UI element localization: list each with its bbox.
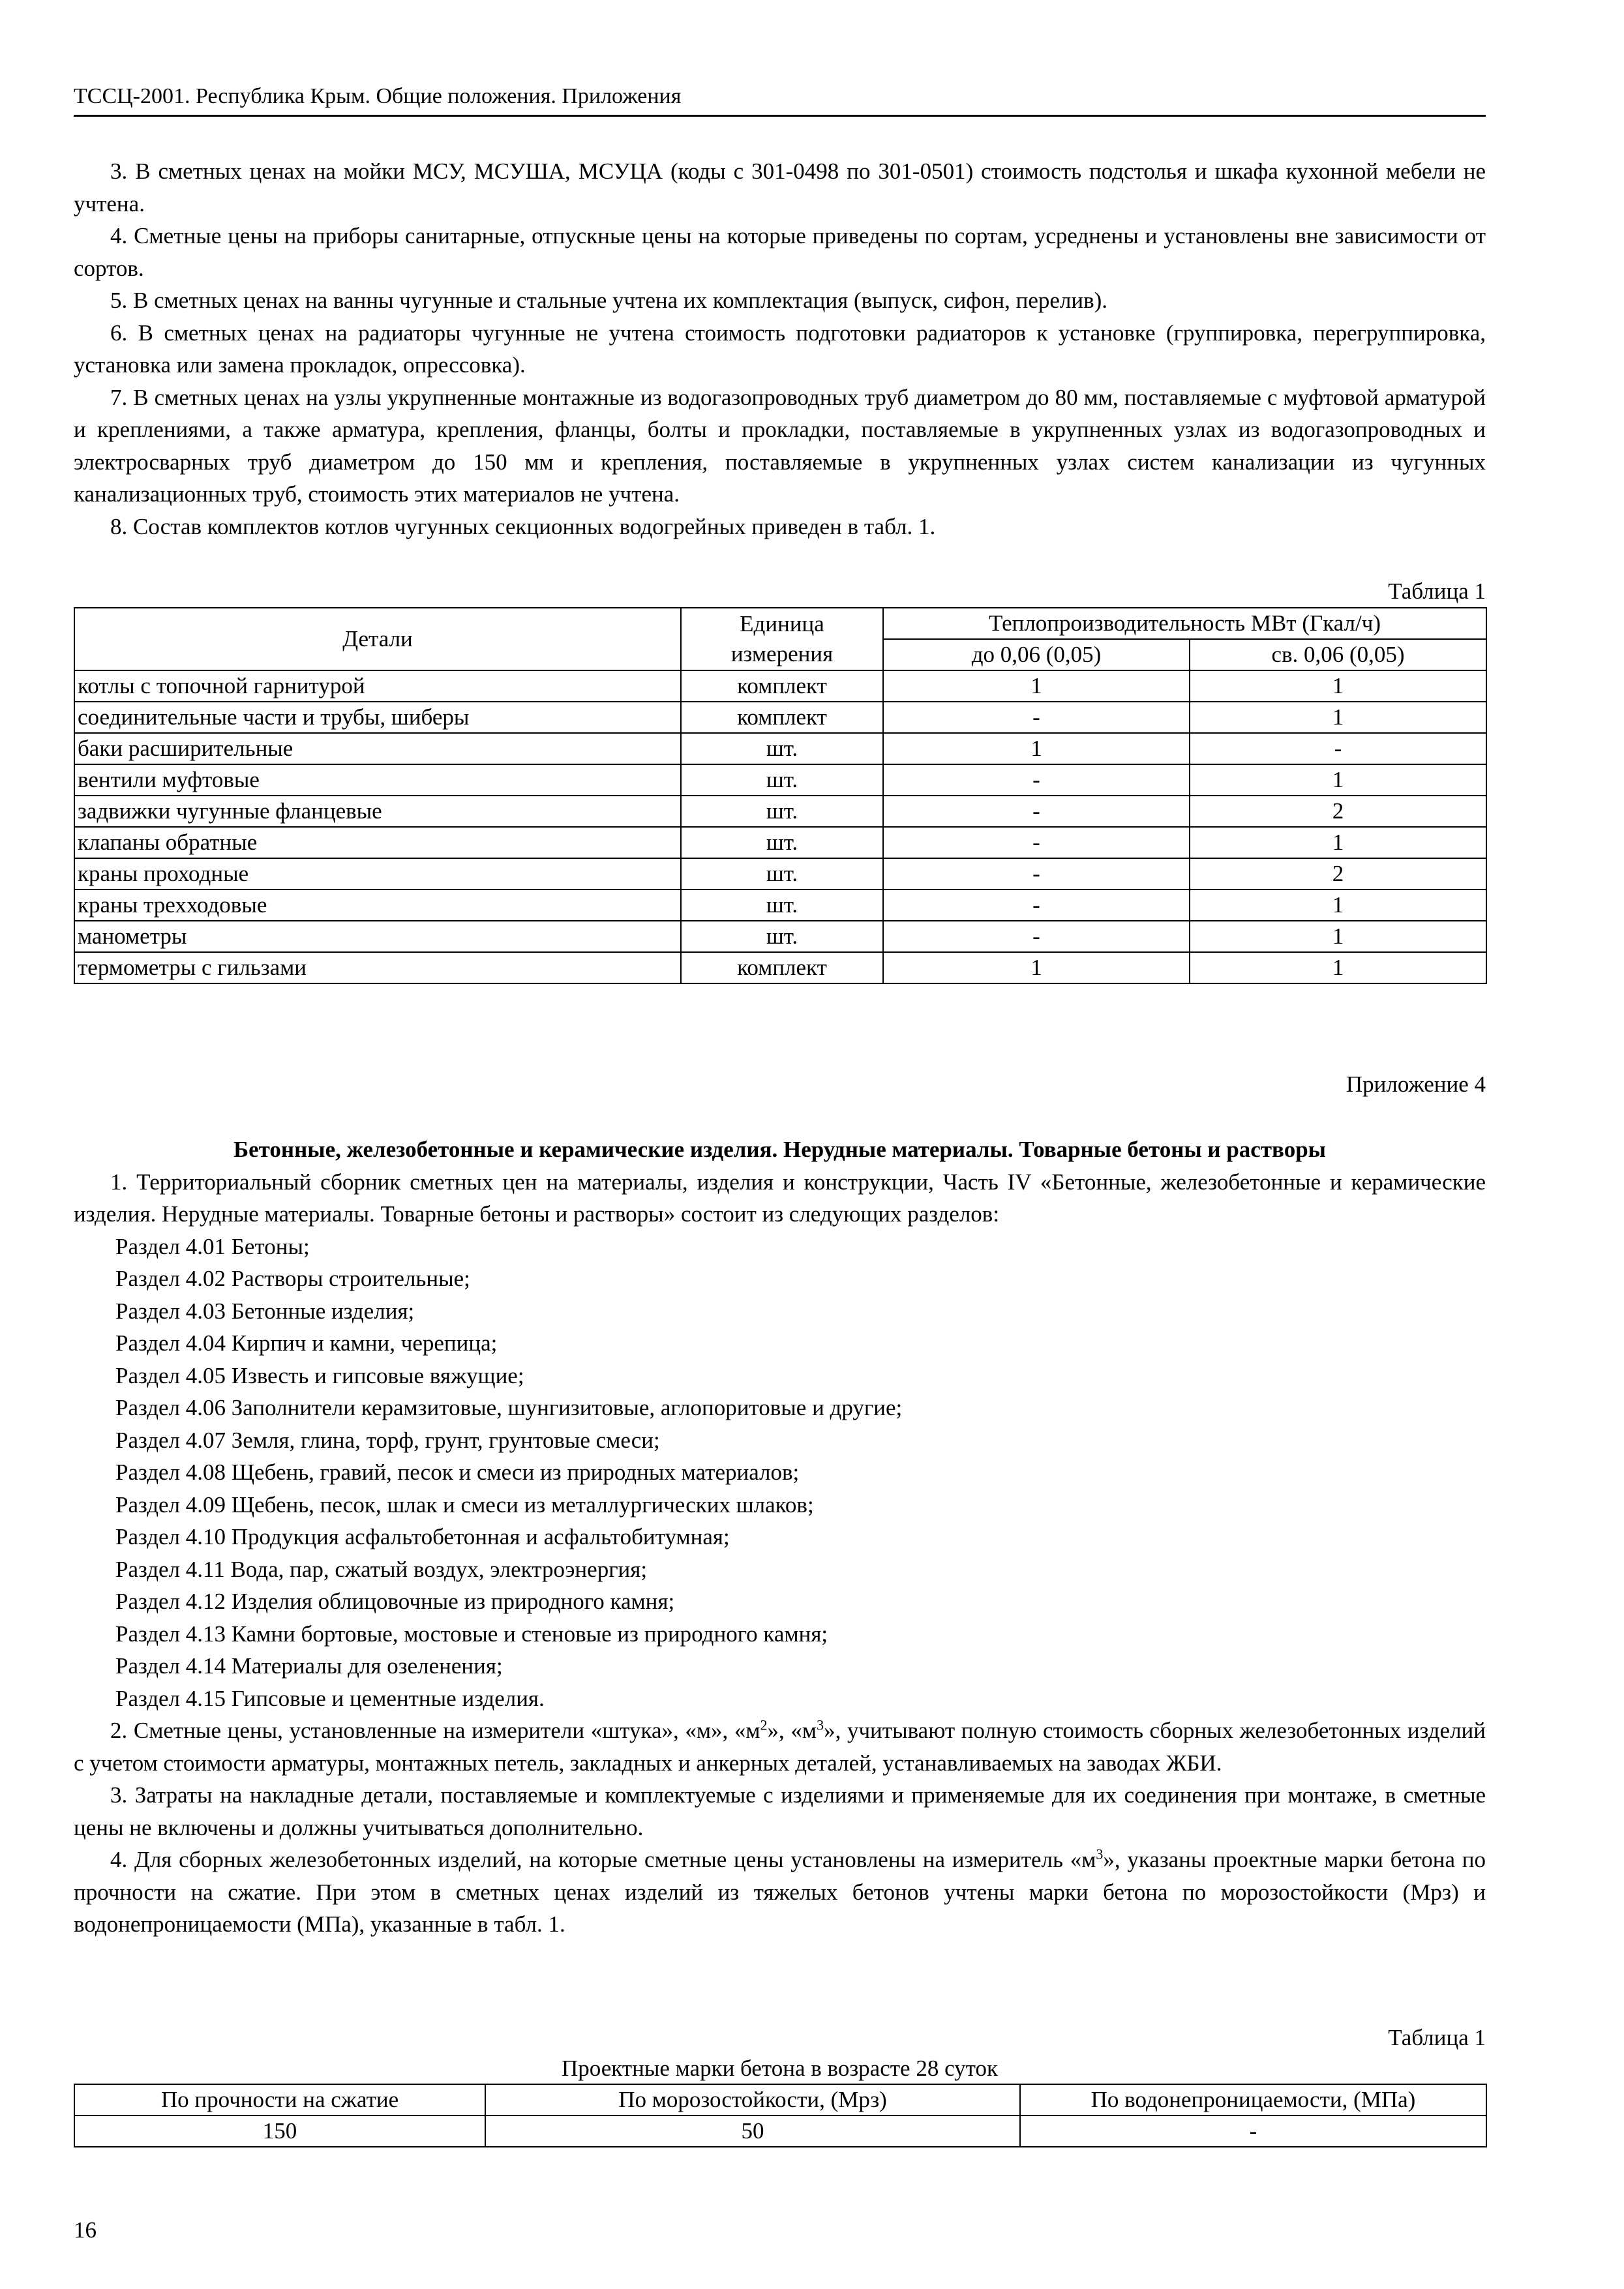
- cell-large: 1: [1190, 670, 1486, 702]
- cell-small: -: [883, 764, 1190, 796]
- paragraph: 3. Затраты на накладные детали, поставляемые и комплектуемые с изделиями и применяемые для их соединения при монтаже, в сметные цены не включены и должны учитываться дополнительно.: [74, 1782, 1486, 1840]
- cell-detail: задвижки чугунные фланцевые: [74, 796, 681, 827]
- table-caption: Таблица 1: [1388, 578, 1486, 604]
- appendix-label: Приложение 4: [1346, 1071, 1486, 1097]
- header-unit: Единица измерения: [681, 608, 883, 670]
- cell-large: 1: [1190, 952, 1486, 983]
- appendix-four: [74, 1133, 1486, 1941]
- cell-detail: клапаны обратные: [74, 827, 681, 858]
- cell-unit: шт.: [681, 921, 883, 952]
- table-caption: Таблица 1: [1388, 2025, 1486, 2050]
- paragraph: 5. В сметных ценах на ванны чугунные и стальные учтена их комплектация (выпуск, сифон, перелив).: [110, 288, 1108, 313]
- section-item: Раздел 4.14 Материалы для озеленения;: [115, 1653, 503, 1679]
- cell-unit: комплект: [681, 952, 883, 983]
- section-item: Раздел 4.04 Кирпич и камни, черепица;: [115, 1330, 498, 1356]
- cell-unit: шт.: [681, 733, 883, 764]
- cell-detail: манометры: [74, 921, 681, 952]
- section-item: Раздел 4.08 Щебень, гравий, песок и смеси из природных материалов;: [115, 1459, 800, 1485]
- paragraph: 4. Сметные цены на приборы санитарные, отпускные цены на которые приведены по сортам, усреднены и установлены вне зависимости от сортов.: [74, 223, 1486, 281]
- header-details: Детали: [74, 608, 681, 670]
- header-water: По водонепроницаемости, (МПа): [1020, 2084, 1486, 2116]
- header-frost: По морозостойкости, (Мрз): [485, 2084, 1020, 2116]
- cell-small: -: [883, 921, 1190, 952]
- section-item: Раздел 4.12 Изделия облицовочные из природного камня;: [115, 1589, 675, 1614]
- cell-unit: комплект: [681, 702, 883, 733]
- table-row: [74, 796, 1486, 827]
- section-item: Раздел 4.01 Бетоны;: [115, 1233, 310, 1259]
- table-row: [74, 702, 1486, 733]
- paragraph: 4. Для сборных железобетонных изделий, на которые сметные цены установлены на измеритель «$м^3$», указаны проектные марки бетона по прочности на сжатие. При этом в сметных ценах изделий из тяжелых бетонов учтены марки бетона по морозостойкости (Мрз) и водонепроницаемости (МПа), указанные в табл. 1.: [74, 1846, 1486, 1937]
- table-row: [74, 733, 1486, 764]
- cell-unit: шт.: [681, 890, 883, 921]
- paragraph: 1. Территориальный сборник сметных цен на материалы, изделия и конструкции, Часть IV «Бетонные, железобетонные и керамические изделия. Нерудные материалы. Товарные бетоны и растворы» состоит из следующих разделов:: [74, 1169, 1486, 1227]
- cell-unit: шт.: [681, 858, 883, 890]
- cell-large: 2: [1190, 858, 1486, 890]
- cell-water: -: [1020, 2116, 1486, 2147]
- paragraph: 3. В сметных ценах на мойки МСУ, МСУША, МСУЦА (коды с 301-0498 по 301-0501) стоимость подстолья и шкафа кухонной мебели не учтена.: [74, 158, 1486, 217]
- cell-small: 1: [883, 733, 1190, 764]
- cell-unit: шт.: [681, 796, 883, 827]
- cell-small: -: [883, 858, 1190, 890]
- header-sub1: до 0,06 (0,05): [883, 639, 1190, 670]
- section-item: Раздел 4.15 Гипсовые и цементные изделия.: [115, 1685, 545, 1711]
- cell-small: -: [883, 890, 1190, 921]
- cell-large: 1: [1190, 702, 1486, 733]
- cell-large: -: [1190, 733, 1486, 764]
- running-header: ТССЦ-2001. Республика Крым. Общие положения. Приложения: [74, 83, 1486, 117]
- section-item: Раздел 4.07 Земля, глина, торф, грунт, грунтовые смеси;: [115, 1427, 660, 1453]
- concrete-grades-table: [74, 2084, 1487, 2147]
- table-row: [74, 670, 1486, 702]
- cell-small: -: [883, 702, 1190, 733]
- cell-large: 1: [1190, 764, 1486, 796]
- cell-small: 1: [883, 952, 1190, 983]
- section-item: Раздел 4.09 Щебень, песок, шлак и смеси из металлургических шлаков;: [115, 1491, 814, 1518]
- cell-detail: вентили муфтовые: [74, 764, 681, 796]
- cell-detail: краны трехходовые: [74, 890, 681, 921]
- cell-unit: комплект: [681, 670, 883, 702]
- cell-large: 1: [1190, 827, 1486, 858]
- cell-unit: шт.: [681, 764, 883, 796]
- section-item: Раздел 4.02 Растворы строительные;: [115, 1266, 470, 1291]
- section-item: Раздел 4.03 Бетонные изделия;: [115, 1298, 415, 1324]
- cell-detail: соединительные части и трубы, шиберы: [74, 702, 681, 733]
- cell-detail: котлы с топочной гарнитурой: [74, 670, 681, 702]
- boiler-kit-table: [74, 607, 1487, 984]
- section-one: [74, 155, 1486, 984]
- header-power: Теплопроизводительность МВт (Гкал/ч): [883, 608, 1486, 639]
- paragraph: 8. Состав комплектов котлов чугунных секционных водогрейных приведен в табл. 1.: [110, 513, 936, 539]
- cell-large: 1: [1190, 921, 1486, 952]
- header-sub2: св. 0,06 (0,05): [1190, 639, 1486, 670]
- table-row: [74, 890, 1486, 921]
- cell-detail: краны проходные: [74, 858, 681, 890]
- cell-strength: 150: [74, 2116, 485, 2147]
- paragraph: 7. В сметных ценах на узлы укрупненные монтажные из водогазопроводных труб диаметром до 80 мм, поставляемые с муфтовой арматурой и креплениями, а также арматура, крепления, фланцы, болты и прокладки, поставляемые в укрупненных узлах из водогазопроводных и электросварных труб диаметром до 150 мм и крепления, поставляемые в укрупненных узлах систем канализации из чугунных канализационных труб, стоимость этих материалов не учтена.: [74, 384, 1486, 507]
- section-item: Раздел 4.13 Камни бортовые, мостовые и стеновые из природного камня;: [115, 1621, 828, 1647]
- cell-frost: 50: [485, 2116, 1020, 2147]
- cell-small: -: [883, 827, 1190, 858]
- section-item: Раздел 4.11 Вода, пар, сжатый воздух, электроэнергия;: [115, 1556, 648, 1582]
- table-row: [74, 764, 1486, 796]
- table-row: [74, 952, 1486, 983]
- cell-unit: шт.: [681, 827, 883, 858]
- section-item: Раздел 4.06 Заполнители керамзитовые, шунгизитовые, аглопоритовые и другие;: [115, 1395, 903, 1420]
- paragraph: 2. Сметные цены, установленные на измерители «штука», «м», «$м^2$», «$м^3$», учитывают полную стоимость сборных железобетонных изделий с учетом стоимости арматуры, монтажных петель, закладных и анкерных деталей, устанавливаемых на заводах ЖБИ.: [74, 1716, 1486, 1776]
- appendix-title: Бетонные, железобетонные и керамические изделия. Нерудные материалы. Товарные бетоны и растворы: [233, 1137, 1326, 1162]
- cell-large: 1: [1190, 890, 1486, 921]
- cell-detail: баки расширительные: [74, 733, 681, 764]
- header-strength: По прочности на сжатие: [74, 2084, 485, 2116]
- section-item: Раздел 4.10 Продукция асфальтобетонная и асфальтобитумная;: [115, 1524, 730, 1549]
- table-row: [74, 827, 1486, 858]
- cell-small: 1: [883, 670, 1190, 702]
- section-list: [74, 1231, 1486, 1715]
- table-row: [74, 858, 1486, 890]
- cell-large: 2: [1190, 796, 1486, 827]
- cell-detail: термометры с гильзами: [74, 952, 681, 983]
- section-item: Раздел 4.05 Известь и гипсовые вяжущие;: [115, 1362, 524, 1388]
- concrete-grades-block: [74, 2022, 1486, 2147]
- table-row: [74, 921, 1486, 952]
- page-number: 16: [74, 2217, 97, 2243]
- cell-small: -: [883, 796, 1190, 827]
- table-title: Проектные марки бетона в возрасте 28 суток: [562, 2056, 998, 2081]
- paragraph: 6. В сметных ценах на радиаторы чугунные не учтена стоимость подготовки радиаторов к установке (группировка, перегруппировка, установка или замена прокладок, опрессовка).: [74, 320, 1486, 378]
